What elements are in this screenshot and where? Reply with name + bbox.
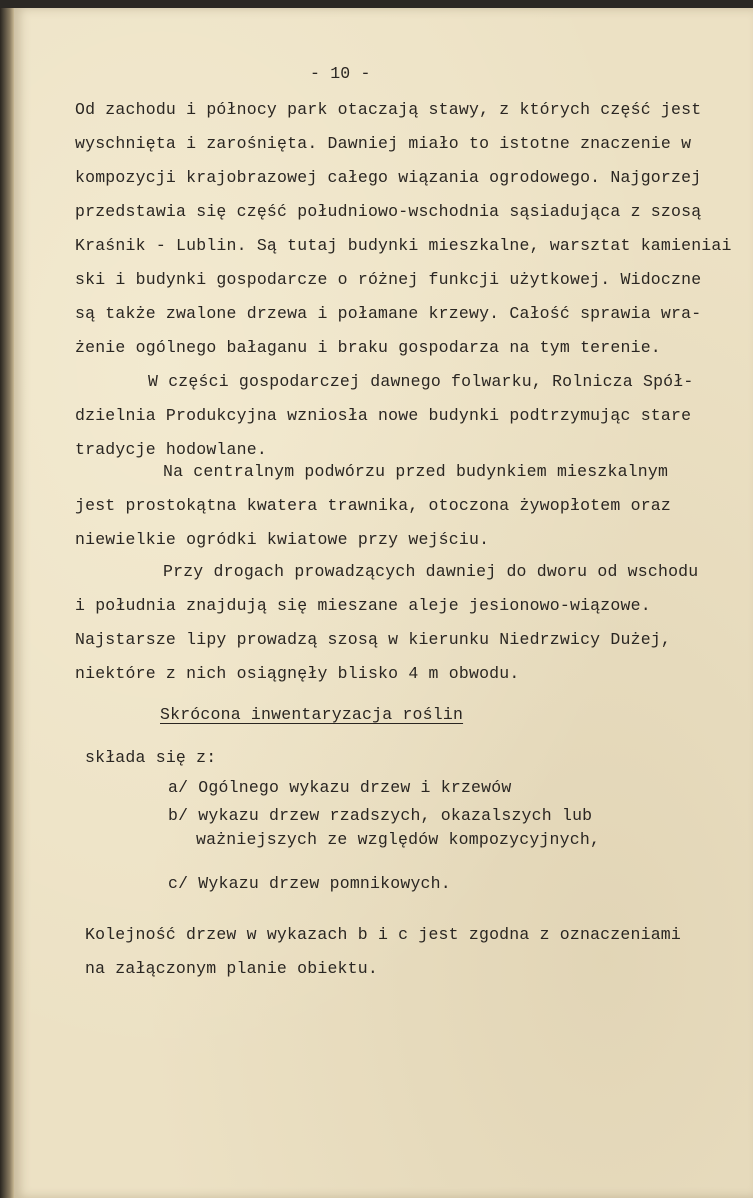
- paragraph-1-line-1: Od zachodu i północy park otaczają stawy, z których część jest: [75, 100, 702, 119]
- paragraph-4-line-3: Najstarsze lipy prowadzą szosą w kierunku Niedrzwicy Dużej,: [75, 630, 671, 649]
- list-intro: składa się z:: [85, 748, 217, 767]
- paragraph-2-line-1: W części gospodarczej dawnego folwarku, Rolnicza Spół-: [148, 372, 694, 391]
- paragraph-1-line-2: wyschnięta i zarośnięta. Dawniej miało to istotne znaczenie w: [75, 134, 692, 153]
- paragraph-1-line-5: Kraśnik - Lublin. Są tutaj budynki mieszkalne, warsztat kamieniai: [75, 236, 732, 255]
- list-item-b-continuation: ważniejszych ze względów kompozycyjnych,: [196, 830, 601, 849]
- paragraph-1-line-4: przedstawia się część południowo-wschodnia sąsiadująca z szosą: [75, 202, 702, 221]
- closing-line-2: na załączonym planie obiektu.: [85, 959, 378, 978]
- paragraph-1-line-3: kompozycji krajobrazowej całego wiązania ogrodowego. Najgorzej: [75, 168, 702, 187]
- paragraph-4-line-4: niektóre z nich osiągnęły blisko 4 m obwodu.: [75, 664, 520, 683]
- closing-line-1: Kolejność drzew w wykazach b i c jest zgodna z oznaczeniami: [85, 925, 681, 944]
- paragraph-1-line-8: żenie ogólnego bałaganu i braku gospodarza na tym terenie.: [75, 338, 661, 357]
- paragraph-2-line-3: tradycje hodowlane.: [75, 440, 267, 459]
- paragraph-3-line-2: jest prostokątna kwatera trawnika, otoczona żywopłotem oraz: [75, 496, 671, 515]
- paragraph-1-line-6: ski i budynki gospodarcze o różnej funkcji użytkowej. Widoczne: [75, 270, 702, 289]
- list-item-b: b/ wykazu drzew rzadszych, okazalszych lub: [168, 806, 593, 825]
- section-heading: Skrócona inwentaryzacja roślin: [160, 705, 464, 724]
- paragraph-2-line-2: dzielnia Produkcyjna wzniosła nowe budynki podtrzymując stare: [75, 406, 692, 425]
- list-item-a: a/ Ogólnego wykazu drzew i krzewów: [168, 778, 512, 797]
- list-item-c: c/ Wykazu drzew pomnikowych.: [168, 874, 451, 893]
- paragraph-3-line-3: niewielkie ogródki kwiatowe przy wejściu.: [75, 530, 490, 549]
- binding-edge: [0, 8, 14, 1198]
- paragraph-4-line-1: Przy drogach prowadzących dawniej do dworu od wschodu: [163, 562, 699, 581]
- paragraph-3-line-1: Na centralnym podwórzu przed budynkiem mieszkalnym: [163, 462, 669, 481]
- paragraph-4-line-2: i południa znajdują się mieszane aleje jesionowo-wiązowe.: [75, 596, 651, 615]
- paragraph-1-line-7: są także zwalone drzewa i połamane krzewy. Całość sprawia wra-: [75, 304, 702, 323]
- page-number: - 10 -: [310, 64, 371, 83]
